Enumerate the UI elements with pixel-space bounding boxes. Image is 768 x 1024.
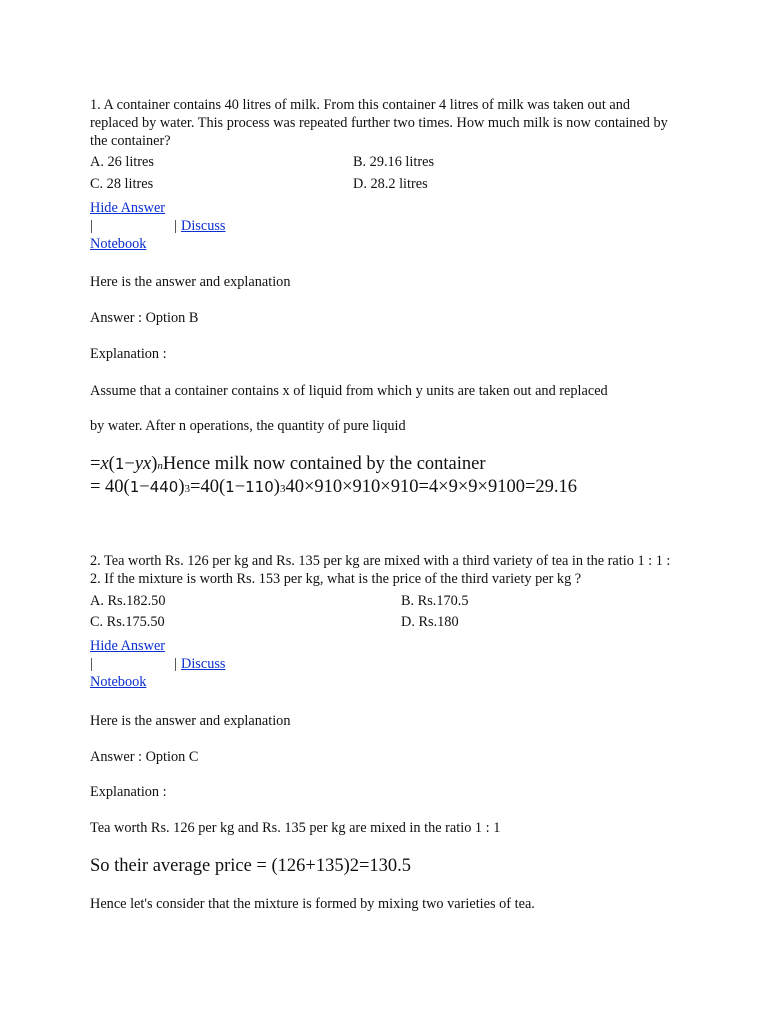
q2-separator-right: | [174, 656, 177, 672]
question-1-text: 1. A container contains 40 litres of milk. From this container 4 litres of milk was taken out and replaced by water. This process was repeated further two times. How much milk is now contained by the container? [90, 97, 668, 149]
q2-average-price: So their average price = (126+135)2=130.5 [90, 856, 412, 876]
q1-explanation-line-2: by water. After n operations, the quantity of pure liquid [90, 418, 406, 434]
q1-option-b: B. 29.16 litres [353, 154, 435, 170]
q1-explanation-label: Explanation : [90, 346, 167, 362]
question-2-text: 2. Tea worth Rs. 126 per kg and Rs. 135 per kg are mixed with a third variety of tea in the ratio 1 : 1 : 2. If the mixture is worth Rs. 153 per kg, what is the price of the third variety per kg ? [90, 553, 671, 587]
q1-answer: Answer : Option B [90, 310, 199, 326]
q2-answer: Answer : Option C [90, 749, 199, 765]
q2-explanation-line-2: Hence let's consider that the mixture is formed by mixing two varieties of tea. [90, 896, 535, 912]
q2-discuss-link[interactable]: Discuss [181, 656, 226, 672]
q2-option-d: D. Rs.180 [401, 614, 459, 630]
q1-discuss-link[interactable]: Discuss [181, 218, 226, 234]
q2-separator-left: | [90, 656, 93, 672]
q2-option-a: A. Rs.182.50 [90, 593, 166, 609]
q1-notebook-link[interactable]: Notebook [90, 236, 147, 252]
q2-explanation-label: Explanation : [90, 784, 167, 800]
q1-formula-general: =x(1−yx)nHence milk now contained by the container [90, 454, 486, 474]
q1-separator-right: | [174, 218, 177, 234]
q1-separator-left: | [90, 218, 93, 234]
q1-explanation-line-1: Assume that a container contains x of liquid from which y units are taken out and replaced [90, 383, 608, 399]
q1-formula-calculation: = 40(1−440)3=40(1−110)340×910×910×910=4×9×9×9100=29.16 [90, 477, 578, 497]
q2-option-c: C. Rs.175.50 [90, 614, 165, 630]
q2-option-b: B. Rs.170.5 [401, 593, 469, 609]
q1-option-d: D. 28.2 litres [353, 176, 428, 192]
q2-hide-answer-link[interactable]: Hide Answer [90, 638, 166, 654]
q1-option-a: A. 26 litres [90, 154, 154, 170]
q2-notebook-link[interactable]: Notebook [90, 674, 147, 690]
q1-intro: Here is the answer and explanation [90, 274, 291, 290]
q2-intro: Here is the answer and explanation [90, 713, 291, 729]
q1-hide-answer-link[interactable]: Hide Answer [90, 200, 166, 216]
q2-explanation-line-1: Tea worth Rs. 126 per kg and Rs. 135 per kg are mixed in the ratio 1 : 1 [90, 820, 501, 836]
q1-option-c: C. 28 litres [90, 176, 154, 192]
